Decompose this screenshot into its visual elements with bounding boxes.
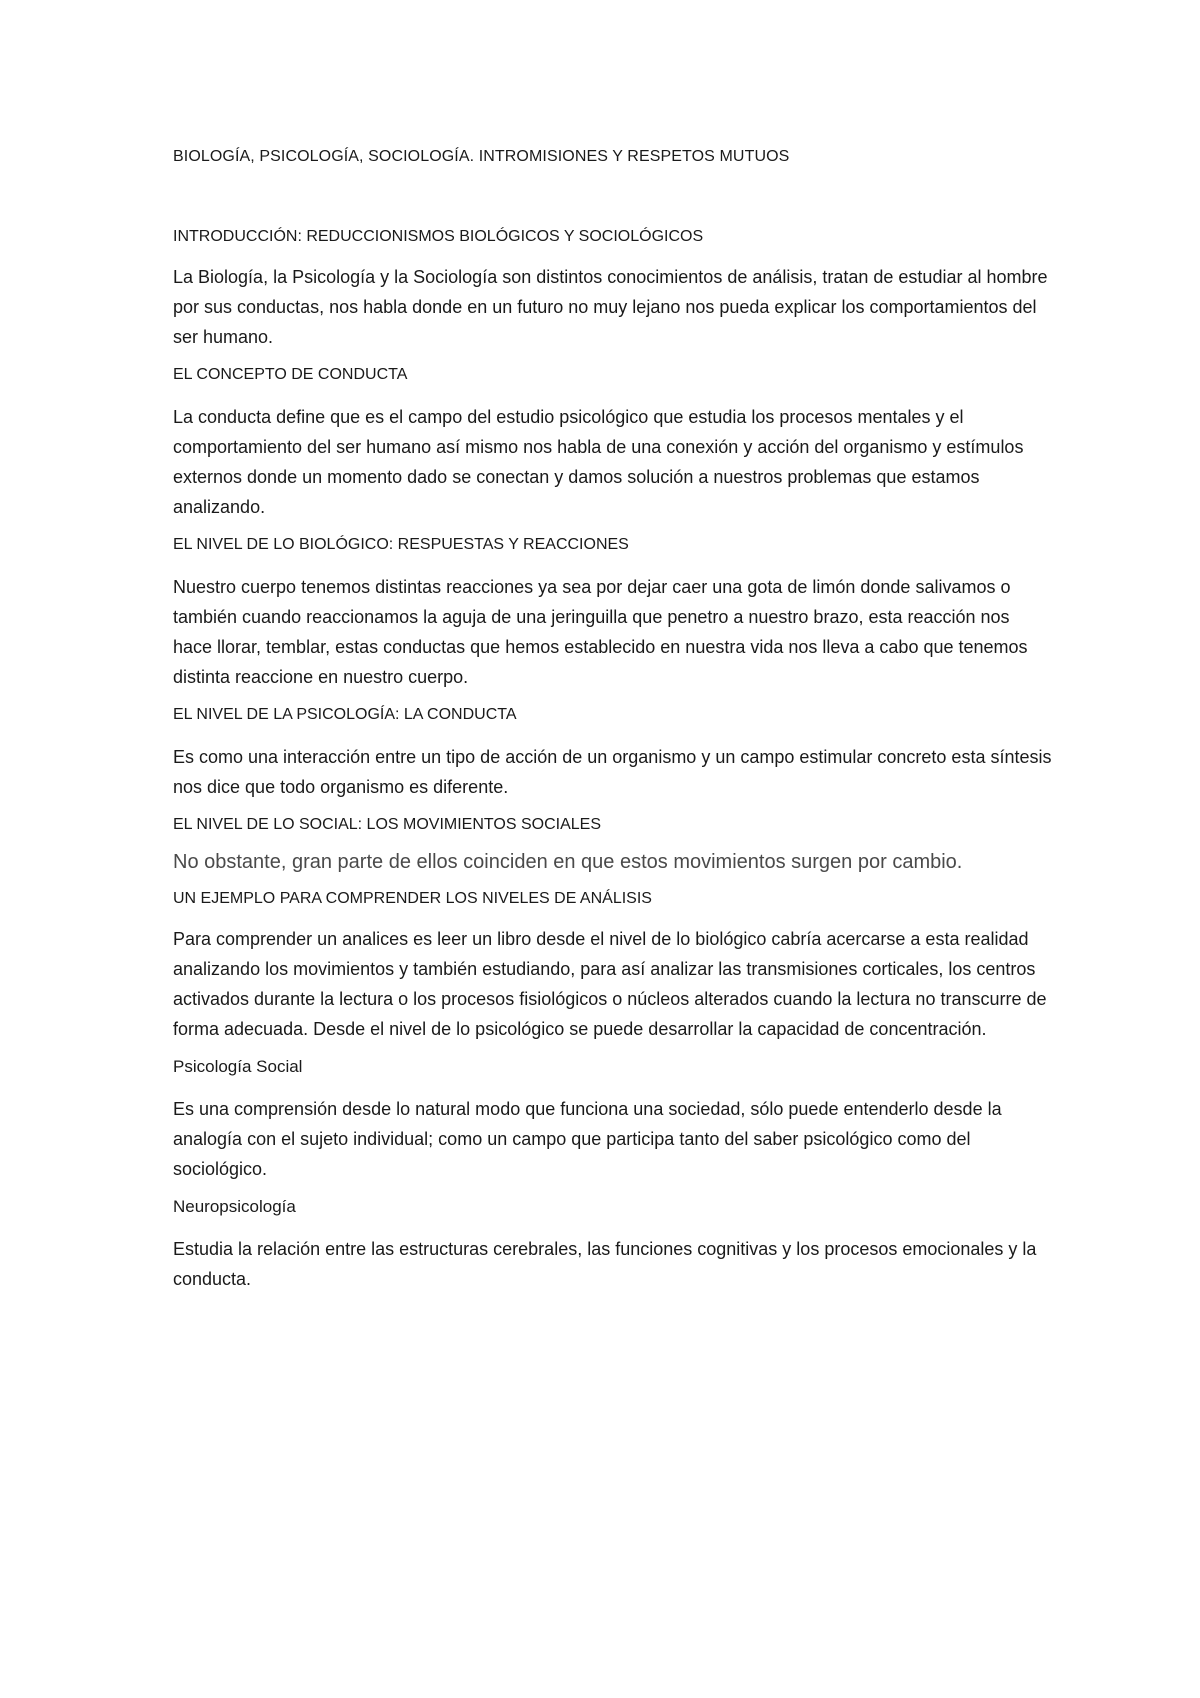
- section-body-nivel-social: No obstante, gran parte de ellos coinciden en que estos movimientos surgen por cambio.: [173, 851, 963, 873]
- section-body-introduccion: La Biología, la Psicología y la Sociología son distintos conocimientos de análisis, tratan de estudiar al hombre por sus conductas, nos habla donde en un futuro no muy lejano nos pueda explicar los comportamientos del ser humano.: [173, 267, 1048, 347]
- section-heading-nivel-social: EL NIVEL DE LO SOCIAL: LOS MOVIMIENTOS SOCIALES: [173, 816, 601, 833]
- section-heading-introduccion: INTRODUCCIÓN: REDUCCIONISMOS BIOLÓGICOS Y SOCIOLÓGICOS: [173, 228, 704, 245]
- document-content: [173, 146, 1053, 1294]
- section-heading-ejemplo-niveles: UN EJEMPLO PARA COMPRENDER LOS NIVELES DE ANÁLISIS: [173, 890, 652, 907]
- section-heading-nivel-biologico: EL NIVEL DE LO BIOLÓGICO: RESPUESTAS Y REACCIONES: [173, 536, 629, 553]
- section-body-neuropsicologia: Estudia la relación entre las estructuras cerebrales, las funciones cognitivas y los procesos emocionales y la conducta.: [173, 1239, 1037, 1289]
- section-heading-nivel-psicologia: EL NIVEL DE LA PSICOLOGÍA: LA CONDUCTA: [173, 706, 517, 723]
- section-heading-concepto-conducta: EL CONCEPTO DE CONDUCTA: [173, 366, 408, 383]
- section-body-nivel-biologico: Nuestro cuerpo tenemos distintas reacciones ya sea por dejar caer una gota de limón donde salivamos o también cuando reaccionamos la aguja de una jeringuilla que penetro a nuestro brazo, esta reacción nos hace llorar, temblar, estas conductas que hemos establecido en nuestra vida nos lleva a cabo que tenemos distinta reaccione en nuestro cuerpo.: [173, 577, 1028, 687]
- document-title: BIOLOGÍA, PSICOLOGÍA, SOCIOLOGÍA. INTROMISIONES Y RESPETOS MUTUOS: [173, 148, 790, 165]
- section-body-concepto-conducta: La conducta define que es el campo del estudio psicológico que estudia los procesos mentales y el comportamiento del ser humano así mismo nos habla de una conexión y acción del organismo y estímulos externos donde un momento dado se conectan y damos solución a nuestros problemas que estamos analizando.: [173, 407, 1024, 517]
- section-heading-psicologia-social: Psicología Social: [173, 1057, 303, 1076]
- section-body-psicologia-social: Es una comprensión desde lo natural modo que funciona una sociedad, sólo puede entenderlo desde la analogía con el sujeto individual; como un campo que participa tanto del saber psicológico como del sociológico.: [173, 1099, 1002, 1179]
- section-heading-neuropsicologia: Neuropsicología: [173, 1197, 296, 1216]
- section-body-ejemplo-niveles: Para comprender un analices es leer un libro desde el nivel de lo biológico cabría acercarse a esta realidad analizando los movimientos y también estudiando, para así analizar las transmisiones corticales, los centros activados durante la lectura o los procesos fisiológicos o núcleos alterados cuando la lectura no transcurre de forma adecuada. Desde el nivel de lo psicológico se puede desarrollar la capacidad de concentración.: [173, 929, 1047, 1039]
- section-body-nivel-psicologia: Es como una interacción entre un tipo de acción de un organismo y un campo estimular concreto esta síntesis nos dice que todo organismo es diferente.: [173, 747, 1052, 797]
